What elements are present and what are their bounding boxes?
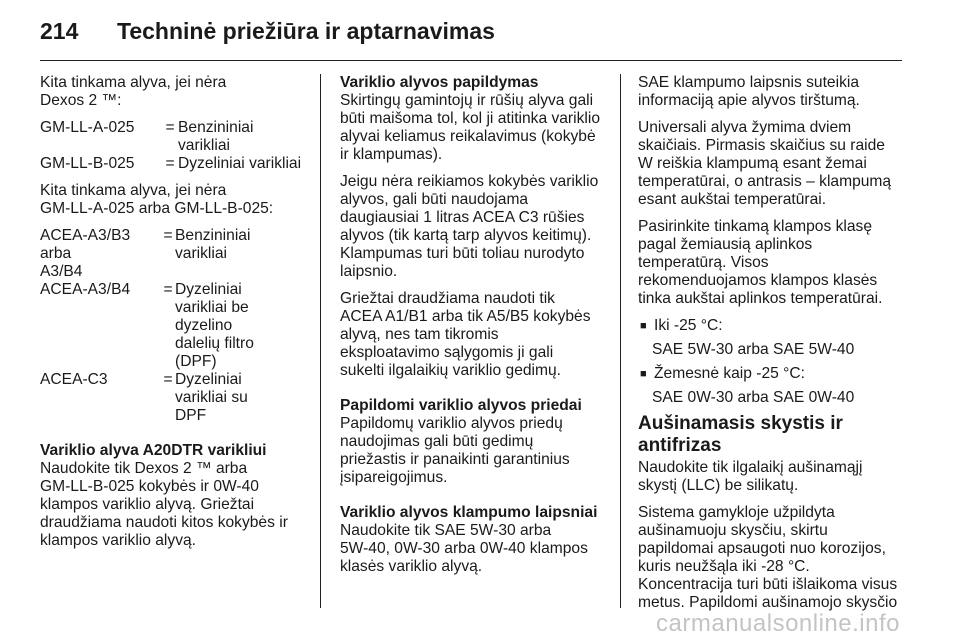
paragraph: Kita tinkama alyva, jei nėra GM-LL-A-025 arba GM-LL-B-025: bbox=[40, 182, 274, 217]
page-title: Techninė priežiūra ir aptarnavimas bbox=[117, 18, 495, 44]
column-divider bbox=[620, 74, 621, 608]
bullet-text: Iki -25 °C: bbox=[654, 317, 723, 334]
spec-equals: = bbox=[163, 281, 173, 298]
watermark: carmanualsonline.info bbox=[656, 610, 900, 637]
column-middle bbox=[340, 74, 605, 585]
square-bullet-icon: ■ bbox=[640, 320, 647, 332]
spec-equals: = bbox=[165, 155, 175, 172]
header-divider bbox=[40, 60, 902, 61]
spec-value: Dyzeliniai varikliai be dyzelino dalelių filtro (DPF) bbox=[175, 281, 254, 370]
paragraph: Kita tinkama alyva, jei nėra Dexos 2 ™: bbox=[40, 74, 227, 109]
square-bullet-icon: ■ bbox=[640, 368, 647, 380]
page-header bbox=[40, 18, 495, 45]
subheading: Variklio alyvos papildymas bbox=[340, 74, 539, 91]
paragraph: Universali alyva žymima dviem skaičiais. Pirmasis skaičius su raide W reiškia klampumą esant žemai temperatūrai, o antrasis – klampumą esant aukštai temperatūrai. bbox=[638, 119, 892, 208]
paragraph: Naudokite tik SAE 5W-30 arba 5W-40, 0W-30 arba 0W-40 klampos klasės variklio alyvą. bbox=[340, 522, 588, 575]
paragraph: Griežtai draudžiama naudoti tik ACEA A1/B1 arba tik A5/B5 kokybės alyvą, nes tam tikromis eksploatavimo sąlygomis ji gali sukelti ilgalaikių variklio gedimų. bbox=[340, 290, 591, 379]
spec-equals: = bbox=[163, 371, 173, 388]
bullet-text: Žemesnė kaip -25 °C: bbox=[654, 365, 805, 382]
spec-equals: = bbox=[163, 227, 173, 244]
column-left bbox=[40, 74, 308, 559]
bullet-item bbox=[638, 317, 902, 335]
paragraph: SAE klampumo laipsnis suteikia informaciją apie alyvos tirštumą. bbox=[638, 74, 860, 109]
subheading: Variklio alyva A20DTR varikliui bbox=[40, 442, 267, 459]
bullet-detail: SAE 0W-30 arba SAE 0W-40 bbox=[652, 389, 855, 406]
paragraph: Naudokite tik Dexos 2 ™ arba GM-LL-B-025 kokybės ir 0W-40 klampos variklio alyvą. Griežtai draudžiama naudoti kitos kokybės ir klampos variklio alyvą. bbox=[40, 460, 288, 549]
paragraph: Naudokite tik ilgalaikį aušinamąjį skystį (LLC) be silikatų. bbox=[638, 459, 863, 494]
spec-key: ACEA-A3/B4 bbox=[40, 281, 131, 298]
spec-key: GM-LL-B-025 bbox=[40, 155, 135, 172]
paragraph: Jeigu nėra reikiamos kokybės variklio alyvos, gali būti naudojama daugiausiai 1 litras ACEA C3 rūšies alyvos (tik kartą tarp alyvos keitimų). Klampumas turi būti toliau nurodyto laipsnio. bbox=[340, 173, 599, 280]
spec-key: GM-LL-A-025 bbox=[40, 119, 135, 136]
paragraph: Papildomų variklio alyvos priedų naudojimas gali būti gedimų priežastis ir panaikinti garantinius įsipareigojimus. bbox=[340, 415, 570, 486]
spec-value: Benzininiai varikliai bbox=[178, 119, 254, 154]
subheading: Papildomi variklio alyvos priedai bbox=[340, 397, 582, 414]
paragraph: Pasirinkite tinkamą klampos klasę pagal žemiausią aplinkos temperatūrą. Visos rekomenduojamos klampos klasės tinka aukštai aplinkos temperatūrai. bbox=[638, 218, 883, 307]
column-divider bbox=[320, 74, 321, 608]
subheading: Variklio alyvos klampumo laipsniai bbox=[340, 504, 598, 521]
spec-value: Benzininiai varikliai bbox=[175, 227, 251, 262]
spec-key: ACEA-C3 bbox=[40, 371, 108, 388]
spec-equals: = bbox=[165, 119, 175, 136]
paragraph: Sistema gamykloje užpildyta aušinamuoju skysčiu, skirtu papildomai apsaugoti nuo korozijos, kuris neužšąla iki -28 °C. Koncentracija turi būti išlaikoma visus metus. Papildomi aušinamojo skysčio bbox=[638, 504, 898, 611]
column-right bbox=[638, 74, 902, 621]
spec-value: Dyzeliniai varikliai bbox=[178, 155, 302, 172]
oil-spec-table-row bbox=[40, 119, 308, 173]
spec-key: ACEA-A3/B3 arba A3/B4 bbox=[40, 227, 131, 280]
paragraph: Skirtingų gamintojų ir rūšių alyva gali būti maišoma tol, kol ji atitinka variklio alyvai keliamus reikalavimus (kokybė ir klampumas). bbox=[340, 92, 600, 163]
section-title: Aušinamasis skystis ir antifrizas bbox=[638, 413, 843, 456]
acea-spec-table bbox=[40, 227, 308, 425]
bullet-item bbox=[638, 365, 902, 383]
page-number: 214 bbox=[40, 18, 79, 44]
bullet-detail: SAE 5W-30 arba SAE 5W-40 bbox=[652, 341, 855, 358]
spec-value: Dyzeliniai varikliai su DPF bbox=[175, 371, 248, 424]
